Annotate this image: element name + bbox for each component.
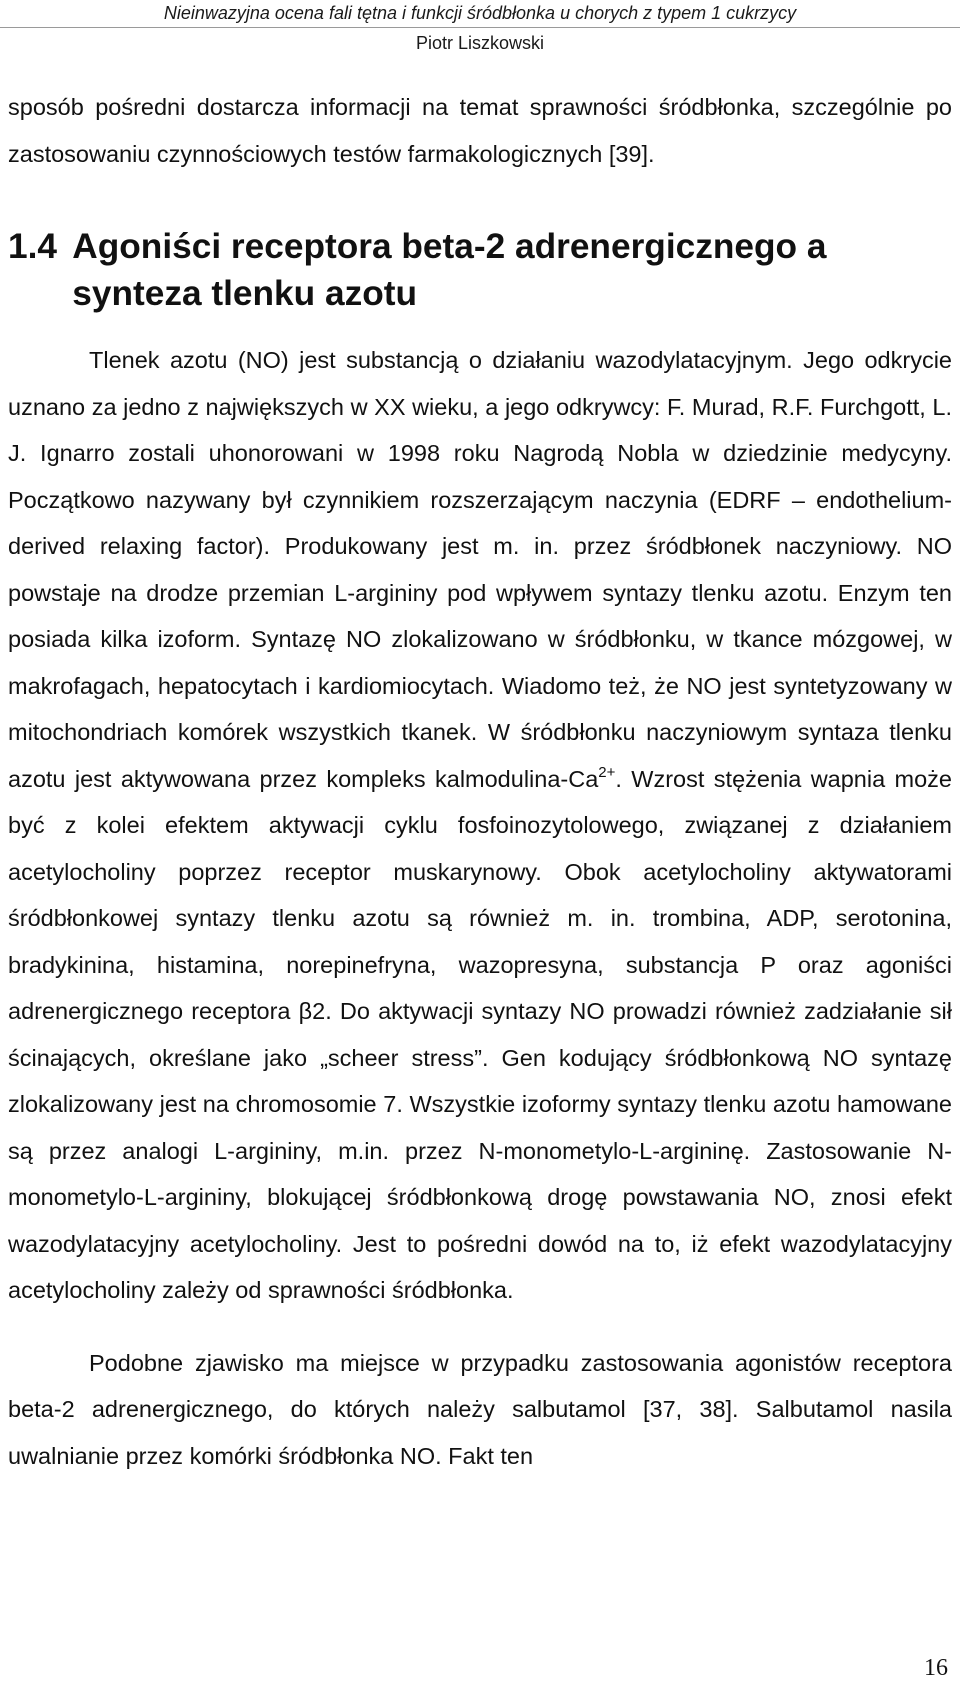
header-title: Nieinwazyjna ocena fali tętna i funkcji śródbłonka u chorych z typem 1 cukrzycy [163, 3, 797, 23]
spacer [8, 1314, 952, 1340]
page-body [8, 84, 952, 1479]
section-heading [8, 224, 952, 317]
carry-over-paragraph: sposób pośredni dostarcza informacji na temat sprawności śródbłonka, szczególnie po zastosowaniu czynnościowych testów farmakologicznych [39]. [8, 94, 952, 167]
calcium-charge-superscript: 2+ [598, 763, 616, 781]
header-author: Piotr Liszkowski [415, 33, 545, 53]
section-title: Agoniści receptora beta-2 adrenergicznego a synteza tlenku azotu [72, 227, 827, 313]
body-paragraph-2: Podobne zjawisko ma miejsce w przypadku zastosowania agonistów receptora beta-2 adrenergicznego, do których należy salbutamol [37, 38]. Salbutamol nasila uwalnianie przez komórki śródbłonka NO. Fakt ten [8, 1349, 952, 1469]
paragraph-1-text-a: Tlenek azotu (NO) jest substancją o działaniu wazodylatacyjnym. Jego odkrycie uznano za jedno z największych w XX wieku, a jego odkrywcy: F. Murad, R.F. Furchgott, L. J. Ignarro zostali uhonorowani w 1998 roku Nagrodą Nobla w dziedzinie medycyny. Początkowo nazywany był czynnikiem rozszerzającym naczynia (EDRF – endothelium-derived relaxing factor). Produkowany jest m. in. przez śródbłonek naczyniowy. NO powstaje na drodze przemian L-argininy pod wpływem syntazy tlenku azotu. Enzym ten posiada kilka izoform. Syntazę NO zlokalizowano w śródbłonku, w tkance mózgowej, w makrofagach, hepatocytach i kardiomiocytach. Wiadomo też, że NO jest syntetyzowany w mitochondriach komórek wszystkich tkanek. W śródbłonku naczyniowym syntaza tlenku azotu jest aktywowana przez kompleks kalmodulina-Ca [8, 347, 952, 792]
body-paragraph-1 [8, 337, 952, 1314]
page-number: 16 [924, 1655, 948, 1681]
spacer [8, 177, 952, 224]
header-divider [0, 27, 960, 28]
spacer [8, 317, 952, 337]
paragraph-1-text-b: . Wzrost stężenia wapnia może być z kolei efektem aktywacji cyklu fosfoinozytolowego, związanej z działaniem acetylocholiny poprzez receptor muskarynowy. Obok acetylocholiny aktywatorami śródbłonkowej syntazy tlenku azotu są również m. in. trombina, ADP, serotonina, bradykinina, histamina, norepinefryna, wazopresyna, substancja P oraz agoniści adrenergicznego receptora β2. Do aktywacji syntazy NO prowadzi również zadziałanie sił ścinających, określane jako „scheer stress”. Gen kodujący śródbłonkową NO syntazę zlokalizowany jest na chromosomie 7. Wszystkie izoformy syntazy tlenku azotu hamowane są przez analogi L-argininy, m.in. przez N-monometylo-L-argininę. Zastosowanie N-monometylo-L-argininy, blokującej śródbłonkową drogę powstawania NO, znosi efekt wazodylatacyjny acetylocholiny. Jest to pośredni dowód na to, iż efekt wazodylatacyjny acetylocholiny zależy od sprawności śródbłonka. [8, 765, 953, 1303]
section-number: 1.4 [8, 227, 58, 266]
